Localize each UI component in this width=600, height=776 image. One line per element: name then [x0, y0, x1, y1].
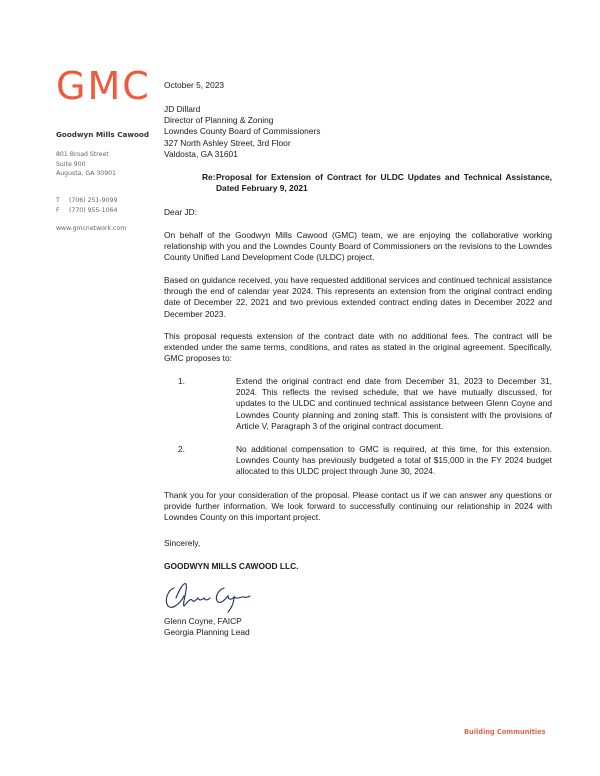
- address-line: Suite 900: [56, 160, 86, 168]
- subject-label: Re:: [202, 172, 216, 182]
- subject-line: [202, 172, 552, 194]
- list-item: [164, 444, 552, 478]
- paragraph-intro: On behalf of the Goodwyn Mills Cawood (GMC) team, we are enjoying the collaborative working relationship with you and the Lowndes County Board of Commissioners on the revisions to the Lowndes County Unified Land Development Code (ULDC) project.: [164, 230, 552, 263]
- footer-tagline: Building Communities: [464, 728, 546, 736]
- recipient-org: Lowndes County Board of Commissioners: [164, 126, 321, 137]
- recipient-city: Valdosta, GA 31601: [164, 148, 238, 159]
- list-number: 2.: [178, 444, 185, 454]
- address-line: Augusta, GA 30901: [56, 170, 117, 178]
- address-line: 801 Broad Street: [56, 151, 109, 158]
- gmc-logo: [56, 64, 151, 108]
- salutation: Dear JD:: [164, 207, 198, 217]
- fax-number: (770) 955-1064: [69, 207, 118, 214]
- list-text: Extend the original contract end date from December 31, 2023 to December 31, 2024. This reflects the revised schedule, that we have mutually discussed, for updates to the ULDC and continued technical assistance between Glenn Coyne and Lowndes County planning and zoning staff. This is consistent with the provisions of Article V, Paragraph 3 of the original contract document.: [236, 376, 552, 431]
- recipient-title: Director of Planning & Zoning: [164, 115, 274, 126]
- website-link[interactable]: www.gmcnetwork.com: [56, 225, 127, 232]
- signer-name: Glenn Coyne, FAICP: [164, 616, 242, 626]
- paragraph-proposal: This proposal requests extension of the contract date with no additional fees. The contract will be extended under the same terms, conditions, and rates as stated in the original agreement. Specifically, GMC proposes to:: [164, 331, 552, 364]
- contact-numbers: [56, 196, 117, 216]
- firm-name: GOODWYN MILLS CAWOOD LLC.: [164, 561, 299, 571]
- recipient-name: JD Dillard: [164, 104, 201, 114]
- signer-title: Georgia Planning Lead: [164, 627, 250, 638]
- subject-text: Proposal for Extension of Contract for ULDC Updates and Technical Assistance, Dated February 9, 2021: [216, 172, 552, 194]
- fax-line: [56, 206, 117, 216]
- company-name: Goodwyn Mills Cawood: [56, 130, 149, 139]
- fax-label: F: [56, 207, 60, 214]
- recipient-street: 327 North Ashley Street, 3rd Floor: [164, 137, 291, 148]
- list-number: 1.: [178, 376, 185, 386]
- phone-label: T: [56, 197, 60, 204]
- logo-text: GMC: [56, 64, 151, 108]
- paragraph-background: Based on guidance received, you have requested additional services and continued technical assistance through the end of calendar year 2024. This represents an extension from the original contract ending date of December 22, 2021 and two previous extended contract ending dates in December 2022 and December 2023.: [164, 275, 552, 319]
- signature-image: [162, 578, 252, 614]
- phone-number: (706) 251-9099: [69, 197, 118, 204]
- company-address: [56, 150, 116, 179]
- signer-block: [164, 616, 250, 638]
- list-item: [164, 376, 552, 432]
- paragraph-closing: Thank you for your consideration of the proposal. Please contact us if we can answer any questions or provide further information. We look forward to successfully continuing our relationship in 2024 with Lowndes County on this important project.: [164, 490, 552, 523]
- list-text: No additional compensation to GMC is required, at this time, for this extension. Lowndes County has previously budgeted a total of $15,000 in the FY 2024 budget allocated to this ULDC project through June 30, 2024.: [236, 444, 552, 477]
- recipient-block: [164, 104, 320, 160]
- closing: Sincerely,: [164, 538, 201, 548]
- letter-date: October 5, 2023: [164, 80, 225, 90]
- phone-line: [56, 196, 117, 206]
